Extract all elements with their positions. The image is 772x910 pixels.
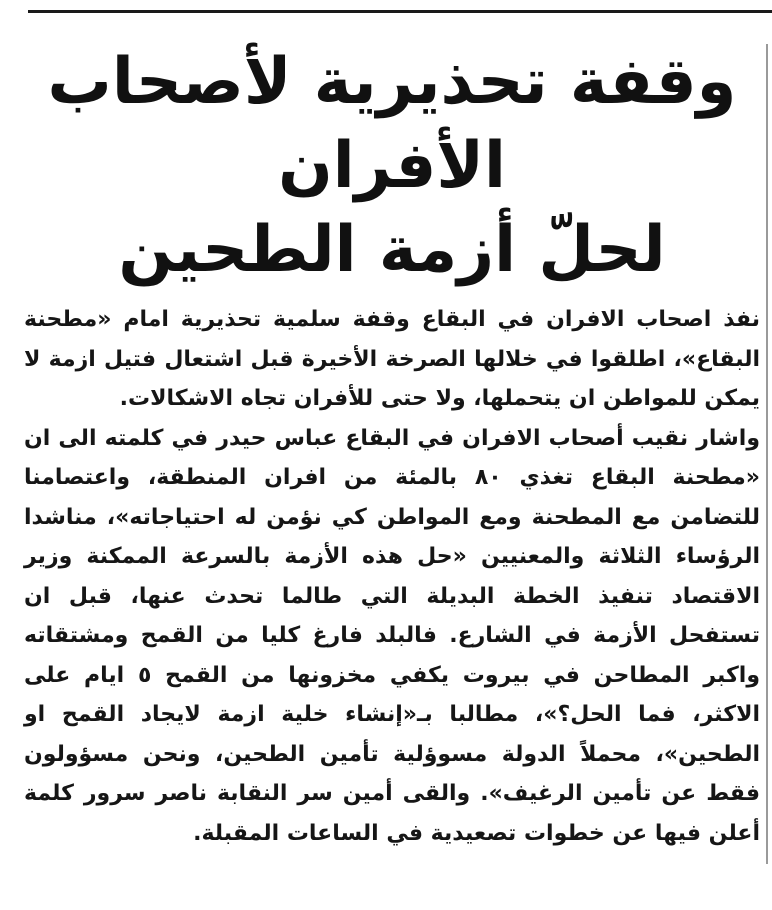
article-paragraph-2: واشار نقيب أصحاب الافران في البقاع عباس حيدر في كلمته الى ان «مطحنة البقاع تغذي ٨٠ بالمئة من افران المنطقة، واعتصامنا للتضامن مع المطحنة ومع المواطن كي نؤمن له احتياجاته»، مناشدا الرؤساء الثلاثة والمعنيين «حل هذه الأزمة بالسرعة الممكنة وزير الاقتصاد تنفيذ الخطة البديلة التي طالما تحدث عنها، قبل ان تستفحل الأزمة في الشارع. فالبلد فارغ كليا من القمح ومشتقاته واكبر المطاحن في بيروت يكفي مخزونها من القمح ٥ ايام على الاكثر، فما الحل؟»، مطالبا بـ«إنشاء خلية ازمة لايجاد القمح او الطحين»، محملاً الدولة مسوؤلية تأمين الطحين، ونحن مسؤولون فقط عن تأمين الرغيف». والقى أمين سر النقابة ناصر سرور كلمة أعلن فيها عن خطوات تصعيدية في الساعات المقبلة. [24,425,761,846]
article-paragraph-1: نفذ اصحاب الافران في البقاع وقفة سلمية تحذيرية امام «مطحنة البقاع»، اطلقوا في خلالها الصرخة الأخيرة قبل اشتعال فتيل ازمة لا يمكن للمواطن ان يتحملها، ولا حتى للأفران تجاه الاشكالات. [24,307,760,411]
news-article [24,40,760,853]
headline-line-2: لحلّ أزمة الطحين [118,213,666,287]
column-rule [766,44,768,864]
top-rule [28,10,772,13]
article-headline [24,40,760,292]
article-body [24,300,760,853]
headline-line-1: وقفة تحذيرية لأصحاب الأفران [47,45,737,203]
